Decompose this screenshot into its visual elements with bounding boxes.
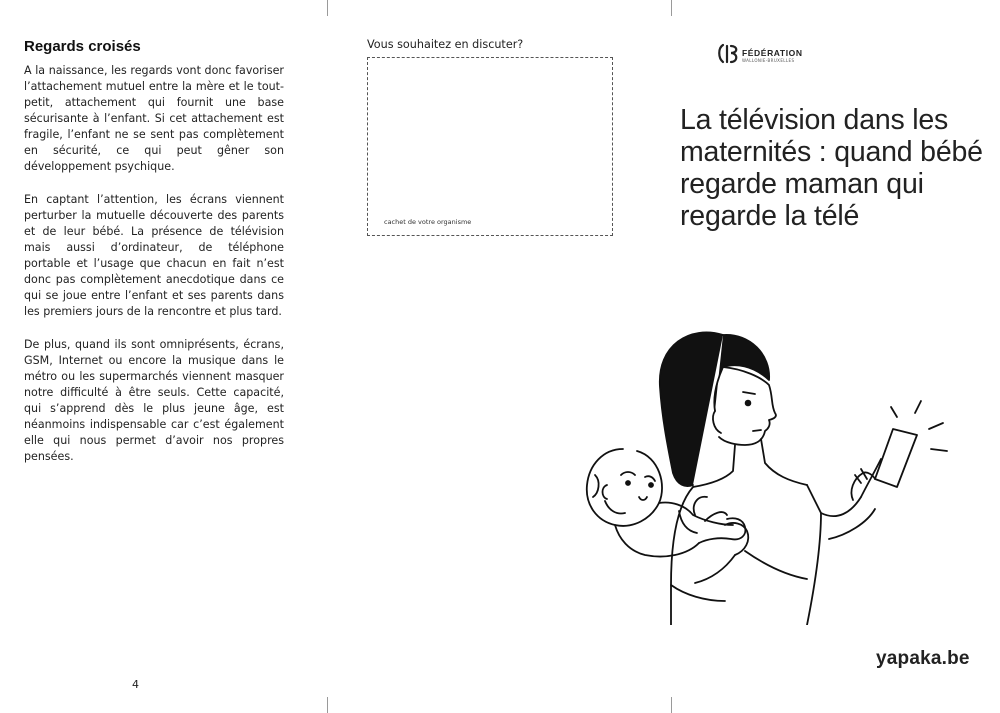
fold-mark bbox=[327, 0, 328, 16]
paragraph-1: A la naissance, les regards vont donc favoriser l’attachement mutuel entre la mère et le tout- petit, attachement qui fournit une base sécurisante à l’enfant. Si cet attachement est fragile, l’enfant ne se sent pas complètement en sécurité, ce qui peut gêner son développement psychique. bbox=[24, 64, 284, 173]
federation-logo-icon bbox=[716, 43, 740, 65]
stamp-box bbox=[367, 57, 613, 236]
discussion-prompt: Vous souhaitez en discuter? bbox=[367, 38, 524, 51]
federation-logo bbox=[716, 43, 816, 67]
fold-mark bbox=[671, 0, 672, 16]
left-panel bbox=[24, 38, 284, 482]
fold-mark bbox=[671, 697, 672, 713]
logo-subtext: WALLONIE-BRUXELLES bbox=[742, 58, 795, 63]
page-title: La télévision dans les maternités : quand bébé regarde maman qui regarde la télé bbox=[680, 104, 983, 232]
website-url: yapaka.be bbox=[876, 648, 970, 669]
paragraph-2: En captant l’attention, les écrans viennent perturber la mutuelle découverte des parents et de leur bébé. La présence de télévision mais aussi d’ordinateur, de téléphone portable et l’usage que chacun en fait n’est donc pas complètement anecdotique dans ce qui se joue entre l’enfant et ses parents dans les premiers jours de la rencontre et plus tard. bbox=[24, 193, 284, 318]
page-number: 4 bbox=[132, 678, 139, 691]
mother-baby-phone-illustration-icon bbox=[575, 325, 970, 625]
stamp-caption: cachet de votre organisme bbox=[384, 218, 472, 226]
logo-text: FÉDÉRATION bbox=[742, 48, 803, 58]
paragraph-3: De plus, quand ils sont omniprésents, écrans, GSM, Internet ou encore la musique dans le métro ou les supermarchés viennent masquer notre difficulté à être seuls. Cette capacité, qui s’apprend dès le plus jeune âge, est néanmoins indispensable car c’est également elle qui nous permet d’avoir nos propres pensées. bbox=[24, 338, 284, 463]
section-heading: Regards croisés bbox=[24, 38, 141, 55]
fold-mark bbox=[327, 697, 328, 713]
